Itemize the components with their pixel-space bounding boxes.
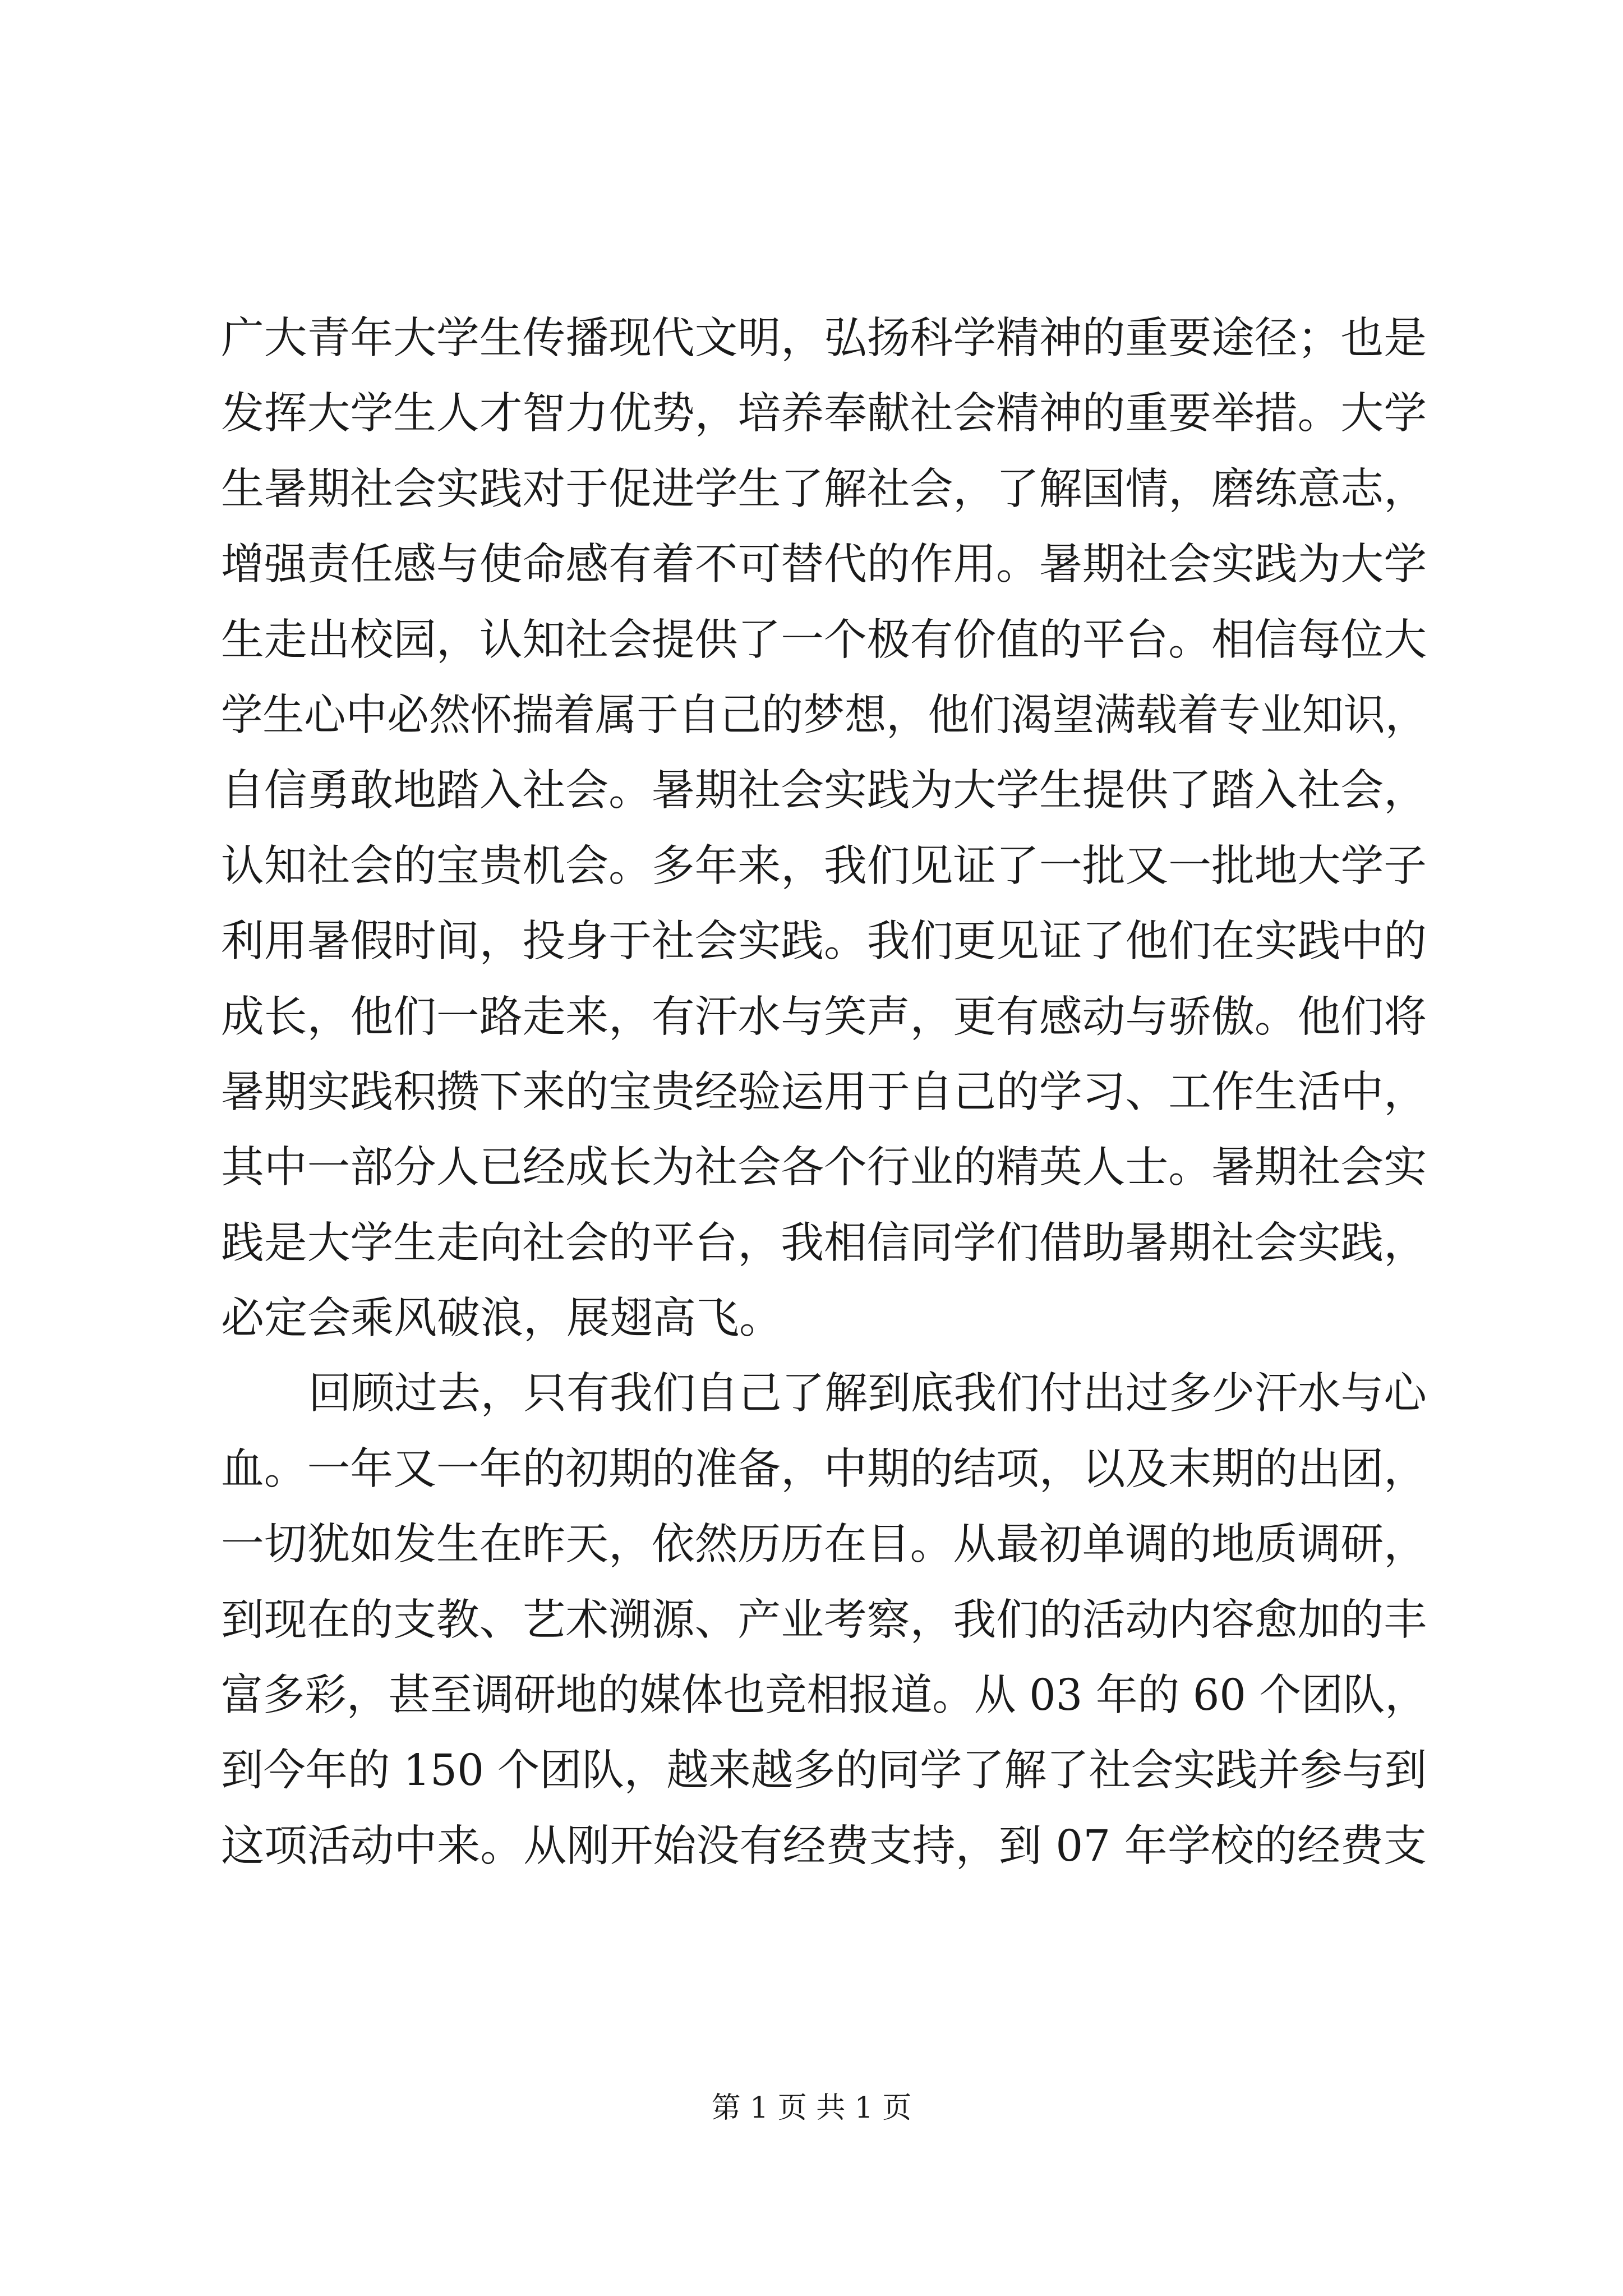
text-line (221, 1356, 1427, 1432)
text-line (221, 1733, 1427, 1809)
text-line-content: 成长，他们一路走来，有汗水与笑声，更有感动与骄傲。他们将 (221, 992, 1427, 1042)
text-line-content: 学生心中必然怀揣着属于自己的梦想，他们渴望满载着专业知识， (221, 690, 1427, 740)
text-line-content: 暑期实践积攒下来的宝贵经验运用于自己的学习、工作生活中， (221, 1067, 1427, 1117)
text-line (221, 980, 1427, 1055)
text-line-content: 认知社会的宝贵机会。多年来，我们见证了一批又一批地大学子 (221, 841, 1427, 891)
text-line (221, 904, 1427, 979)
text-line (221, 1206, 1427, 1281)
text-line-content: 必定会乘风破浪，展翅高飞。 (221, 1294, 782, 1344)
text-line-content: 生暑期社会实践对于促进学生了解社会，了解国情，磨练意志， (221, 464, 1427, 514)
text-line-content: 自信勇敢地踏入社会。暑期社会实践为大学生提供了踏入社会， (221, 766, 1427, 816)
text-line-content: 增强责任感与使命感有着不可替代的作用。暑期社会实践为大学 (221, 540, 1427, 590)
text-line-content: 血。一年又一年的初期的准备，中期的结项，以及末期的出团， (221, 1444, 1427, 1494)
text-line (221, 1130, 1427, 1205)
text-line (221, 301, 1427, 376)
text-line (221, 1281, 1427, 1356)
text-line (221, 376, 1427, 452)
text-line-content: 一切犹如发生在昨天，依然历历在目。从最初单调的地质调研， (221, 1520, 1427, 1570)
text-line (221, 527, 1427, 602)
text-line-content: 践是大学生走向社会的平台，我相信同学们借助暑期社会实践， (221, 1218, 1427, 1268)
body-text (221, 301, 1427, 1884)
text-line-content: 这项活动中来。从刚开始没有经费支持，到 07 年学校的经费支 (221, 1821, 1427, 1871)
text-line-content: 富多彩，甚至调研地的媒体也竞相报道。从 03 年的 60 个团队， (221, 1671, 1427, 1721)
page-footer: 第 1 页 共 1 页 (711, 2091, 912, 2125)
text-line-content: 广大青年大学生传播现代文明，弘扬科学精神的重要途径；也是 (221, 314, 1427, 364)
text-line-content: 回顾过去，只有我们自己了解到底我们付出过多少汗水与心 (308, 1369, 1427, 1419)
text-line (221, 829, 1427, 904)
text-line (221, 452, 1427, 527)
text-line (221, 1809, 1427, 1884)
text-line (221, 678, 1427, 753)
text-line (221, 1432, 1427, 1507)
text-line (221, 1658, 1427, 1733)
text-line-content: 生走出校园，认知社会提供了一个极有价值的平台。相信每位大 (221, 615, 1427, 665)
text-line-content: 发挥大学生人才智力优势，培养奉献社会精神的重要举措。大学 (221, 389, 1427, 439)
text-line-content: 利用暑假时间，投身于社会实践。我们更见证了他们在实践中的 (221, 917, 1427, 967)
text-line (221, 1507, 1427, 1582)
text-line (221, 1583, 1427, 1658)
text-line-content: 到今年的 150 个团队，越来越多的同学了解了社会实践并参与到 (221, 1746, 1427, 1796)
text-line-content: 其中一部分人已经成长为社会各个行业的精英人士。暑期社会实 (221, 1143, 1427, 1193)
text-line (221, 753, 1427, 829)
text-line (221, 1055, 1427, 1130)
text-line (221, 603, 1427, 678)
text-line-content: 到现在的支教、艺术溯源、产业考察，我们的活动内容愈加的丰 (221, 1595, 1427, 1645)
